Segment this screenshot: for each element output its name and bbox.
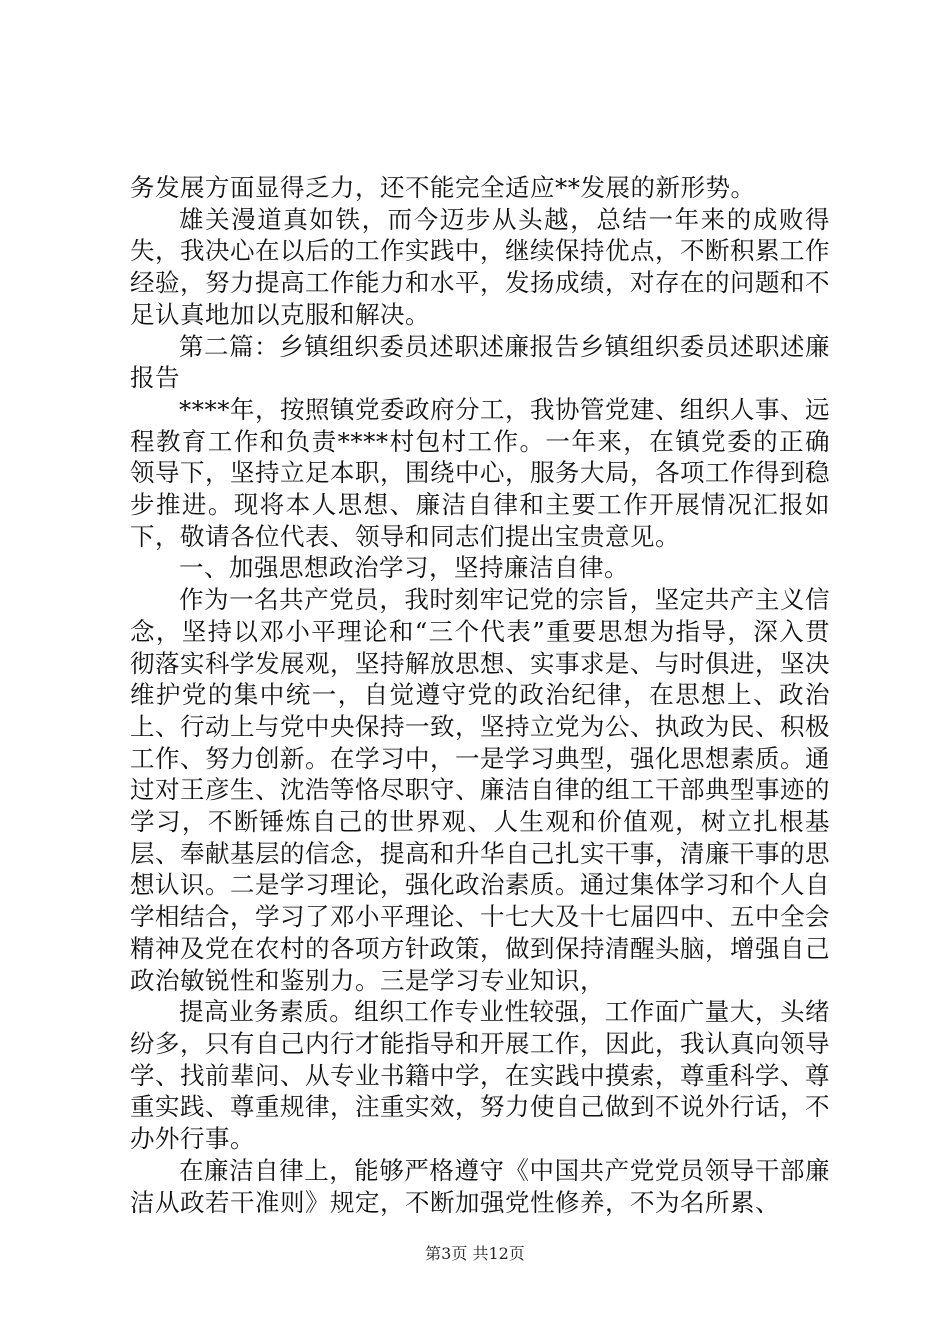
paragraph-continuation: 务发展方面显得乏力，还不能完全适应**发展的新形势。 (130, 173, 756, 202)
paragraph-study: 作为一名共产党员，我时刻牢记党的宗旨，坚定共产主义信念，坚持以邓小平理论和“三个代表”重要思想为指导，深入贯彻落实科学发展观，坚持解放思想、实事求是、与时俱进，坚决维护党的集中统一，自觉遵守党的政治纪律，在思想上、政治上、行动上与党中央保持一致，坚持立党为公、执政为民、积极工作、努力创新。在学习中，一是学习典型，强化思想素质。通过对王彦生、沈浩等恪尽职守、廉洁自律的组工干部典型事迹的学习，不断锤炼自己的世界观、人生观和价值观，树立扎根基层、奉献基层的信念，提高和升华自己扎实干事，清廉干事的思想认识。二是学习理论，强化政治素质。通过集体学习和个人自学相结合，学习了邓小平理论、十七大及十七届四中、五中全会精神及党在农村的各项方针政策，做到保持清醒头脑，增强自己政治敏锐性和鉴别力。三是学习专业知识， (130, 585, 830, 995)
page-number-footer: 第3页 共12页 (425, 1244, 525, 1263)
document-body (130, 172, 830, 1218)
paragraph-integrity: 在廉洁自律上，能够严格遵守《中国共产党党员领导干部廉洁从政若干准则》规定，不断加强党性修养，不为名所累、 (130, 1155, 830, 1217)
paragraph-professional: 提高业务素质。组织工作专业性较强，工作面广量大，头绪纷多，只有自己内行才能指导和开展工作，因此，我认真向领导学、找前辈问、从专业书籍中学，在实践中摸索，尊重科学、尊重实践、尊重规律，注重实效，努力使自己做到不说外行话，不办外行事。 (130, 997, 830, 1154)
paragraph-intro: ****年，按照镇党委政府分工，我协管党建、组织人事、远程教育工作和负责****村包村工作。一年来，在镇党委的正确领导下，坚持立足本职，围绕中心，服务大局，各项工作得到稳步推进。现将本人思想、廉洁自律和主要工作开展情况汇报如下，敬请各位代表、领导和同志们提出宝贵意见。 (130, 394, 830, 551)
paragraph-summary: 雄关漫道真如铁，而今迈步从头越，总结一年来的成败得失，我决心在以后的工作实践中，继续保持优点，不断积累工作经验，努力提高工作能力和水平，发扬成绩，对存在的问题和不足认真地加以克服和解决。 (130, 204, 830, 329)
subheading-one: 一、加强思想政治学习，坚持廉洁自律。 (179, 553, 629, 583)
section-heading: 第二篇：乡镇组织委员述职述廉报告乡镇组织委员述职述廉报告 (130, 331, 830, 393)
